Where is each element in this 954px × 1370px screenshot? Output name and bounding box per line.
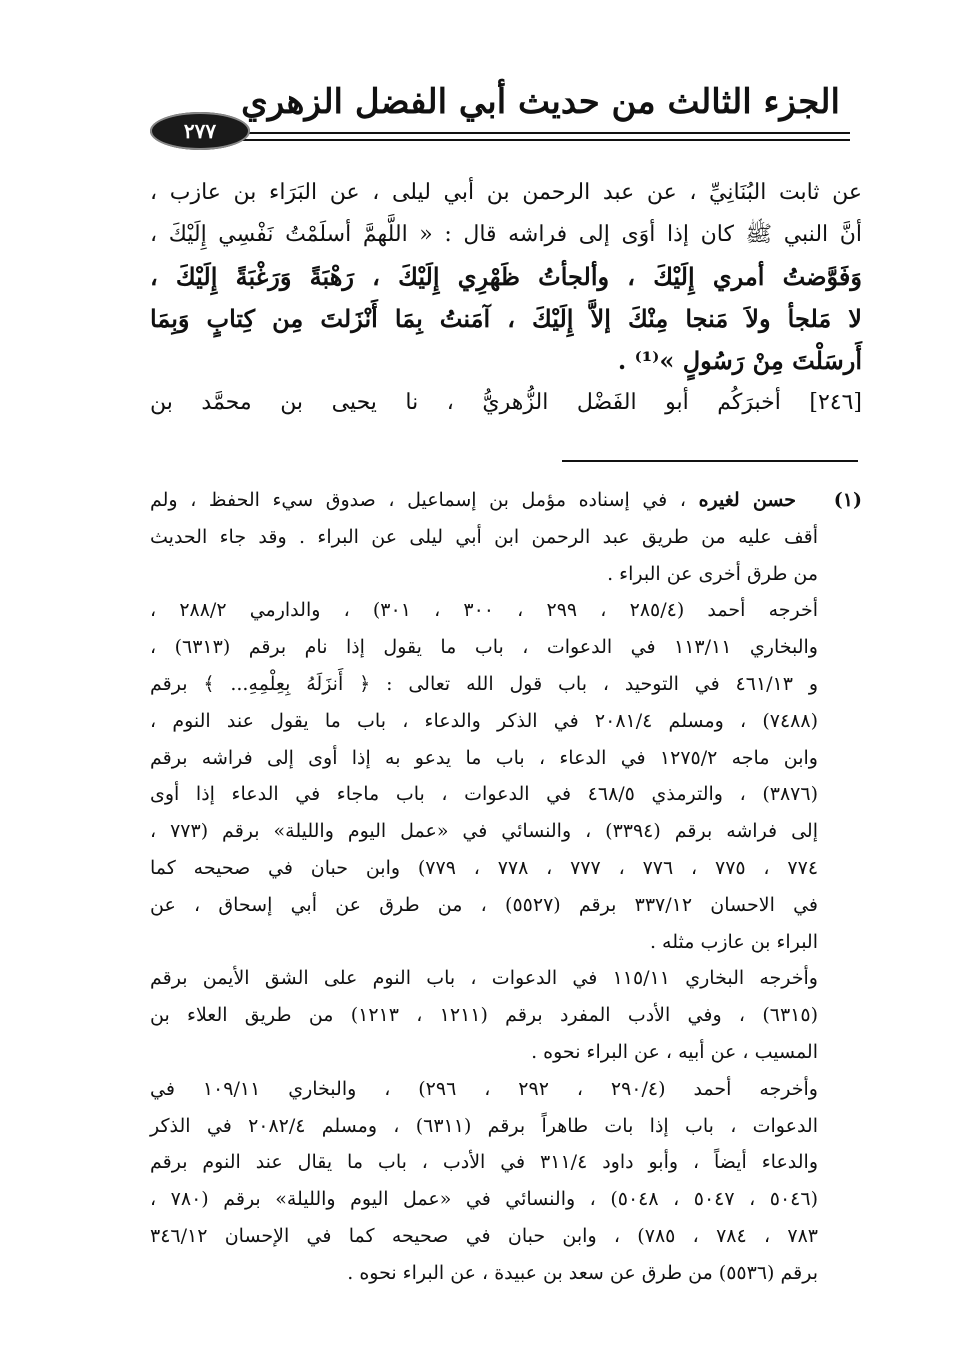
footnote-line: والدعاء أيضاً ، وأبو داود ٣١١/٤ في الأدب ، باب ما يقال عند النوم برقم [150,1151,819,1174]
footnote-first-line [150,482,862,519]
footnote-line: من طرق أخرى عن البراء . [607,562,818,585]
footnote-line: (٧٤٨٨) ، ومسلم ٢٠٨١/٤ في الذكر والدعاء ، باب ما يقول عند النوم ، [150,709,818,732]
footnote-line: الدعوات ، باب إذا بات طاهراً برقم (٦٣١١) ، ومسلم ٢٠٨٢/٤ في الذكر [150,1114,818,1137]
footnote-line: والبخاري ١١٣/١١ في الدعوات ، باب ما يقول إذا نام برقم (٦٣١٣) ، [150,636,818,659]
footnote-first-text: ، في إسناده مؤمل بن إسماعيل ، صدوق سيء الحفظ ، ولم [150,489,686,511]
footnote-line: وأخرجه البخاري ١١٥/١١ في الدعوات ، باب النوم على الشق الأيمن برقم [150,967,818,990]
footnote-line: برقم (٥٥٣٦) من طرق عن سعد بن عبيدة ، عن البراء نحوه . [347,1261,818,1284]
footnote-line: (٦٣١٥) ، وفي الأدب المفرد برقم (١٢١١ ، ١٢١٣) من طريق العلاء بن [150,1004,818,1027]
hadith-number-line: [٢٤٦] أخبرَكُم أبو الفَضْل الزُّهريُّ ، نا يحيى بن محمَّد بن [150,390,862,415]
main-line: وَفَوَّضتُ أمري إِلَيْكَ ، وألجأتُ ظَهْرِي إِلَيْكَ ، رَهْبَةً وَرَغْبَةً إِلَيْكَ ، [150,262,862,291]
running-header [150,82,850,152]
footnote-line: إلى فراشه برقم (٣٣٩٤) ، والنسائي في «عمل اليوم والليلة» برقم (٧٧٣ ، [150,820,818,843]
footnote-line: (٥٠٤٦ ، ٥٠٤٧ ، ٥٠٤٨) ، والنسائي في «عمل اليوم والليلة» برقم (٧٨٠ ، [150,1188,818,1211]
page-number-badge: ٢٧٧ [150,112,250,150]
footnote-line: في الاحسان ٣٣٧/١٢ برقم (٥٥٢٧) ، من طرق عن أبي إسحاق ، عن [150,893,818,916]
footnote-line: أخرجه أحمد (٢٨٥/٤ ، ٢٩٩ ، ٣٠٠ ، ٣٠١) ، والدارمي ٢٨٨/٢ ، [150,599,819,622]
header-rule [240,132,850,141]
footnotes [150,482,862,1292]
main-line: لا مَلجأ ولاَ مَنجا مِنْكَ إلاَّ إِلَيْكَ ، آمَنتُ بِمَا أَنْزَلتَ مِن كِتابٍ وَبِمَا [150,304,862,333]
footnote-grade: حسن لغيره [698,489,797,511]
footnote-number: (١) [833,489,862,511]
footnote-line: ٧٨٣ ، ٧٨٤ ، ٧٨٥) ، وابن حبان في صحيحه كما في الإحسان ٣٤٦/١٢ [150,1224,819,1247]
footnote-line: ٧٧٤ ، ٧٧٥ ، ٧٧٦ ، ٧٧٧ ، ٧٧٨ ، ٧٧٩) وابن حبان في صحيحه كما [150,856,819,879]
footnote-separator [562,460,858,462]
footnote-line: و ٤٦١/١٣ في التوحيد ، باب قول الله تعالى : ﴿ أَنزَلَهُ بِعِلْمِهِ... ﴾ برقم [150,672,818,695]
footnote-line: أقف عليه من طريق عبد الرحمن ابن أبي ليلى عن البراء . وقد جاء الحديث [150,525,818,548]
footnote-line: وابن ماجه ١٢٧٥/٢ في الدعاء ، باب ما يدعو به إذا أوى إلى فراشه برقم [150,746,818,769]
footnote-line: وأخرجه أحمد (٢٩٠/٤ ، ٢٩٢ ، ٢٩٦) ، والبخاري ١٠٩/١١ في [150,1077,818,1100]
main-text [150,172,862,424]
footnote-line: (٣٨٧٦) ، والترمذي ٤٦٨/٥ في الدعوات ، باب ماجاء في الدعاء إذا أوى [150,783,818,806]
running-header-title: الجزء الثالث من حديث أبي الفضل الزهري [241,82,840,122]
main-line: عن ثابت البُنَانِيِّ ، عن عبد الرحمن بن أبي ليلى ، عن البَرَاء بن عازب ، [150,180,862,205]
footnote-line: البراء بن عازب مثله . [649,930,818,953]
main-line: أنَّ النبي ﷺ كان إذا أوَى إلى فراشه قال : « اللَّهمَّ أسلَمْتُ نَفْسِي إِلَيْكَ ، [150,222,862,247]
footnote-line: المسيب ، عن أبيه ، عن البراء نحوه . [531,1040,818,1063]
main-line: أَرسَلْتَ مِنْ رَسُولٍ »⁽¹⁾ . [617,346,862,375]
